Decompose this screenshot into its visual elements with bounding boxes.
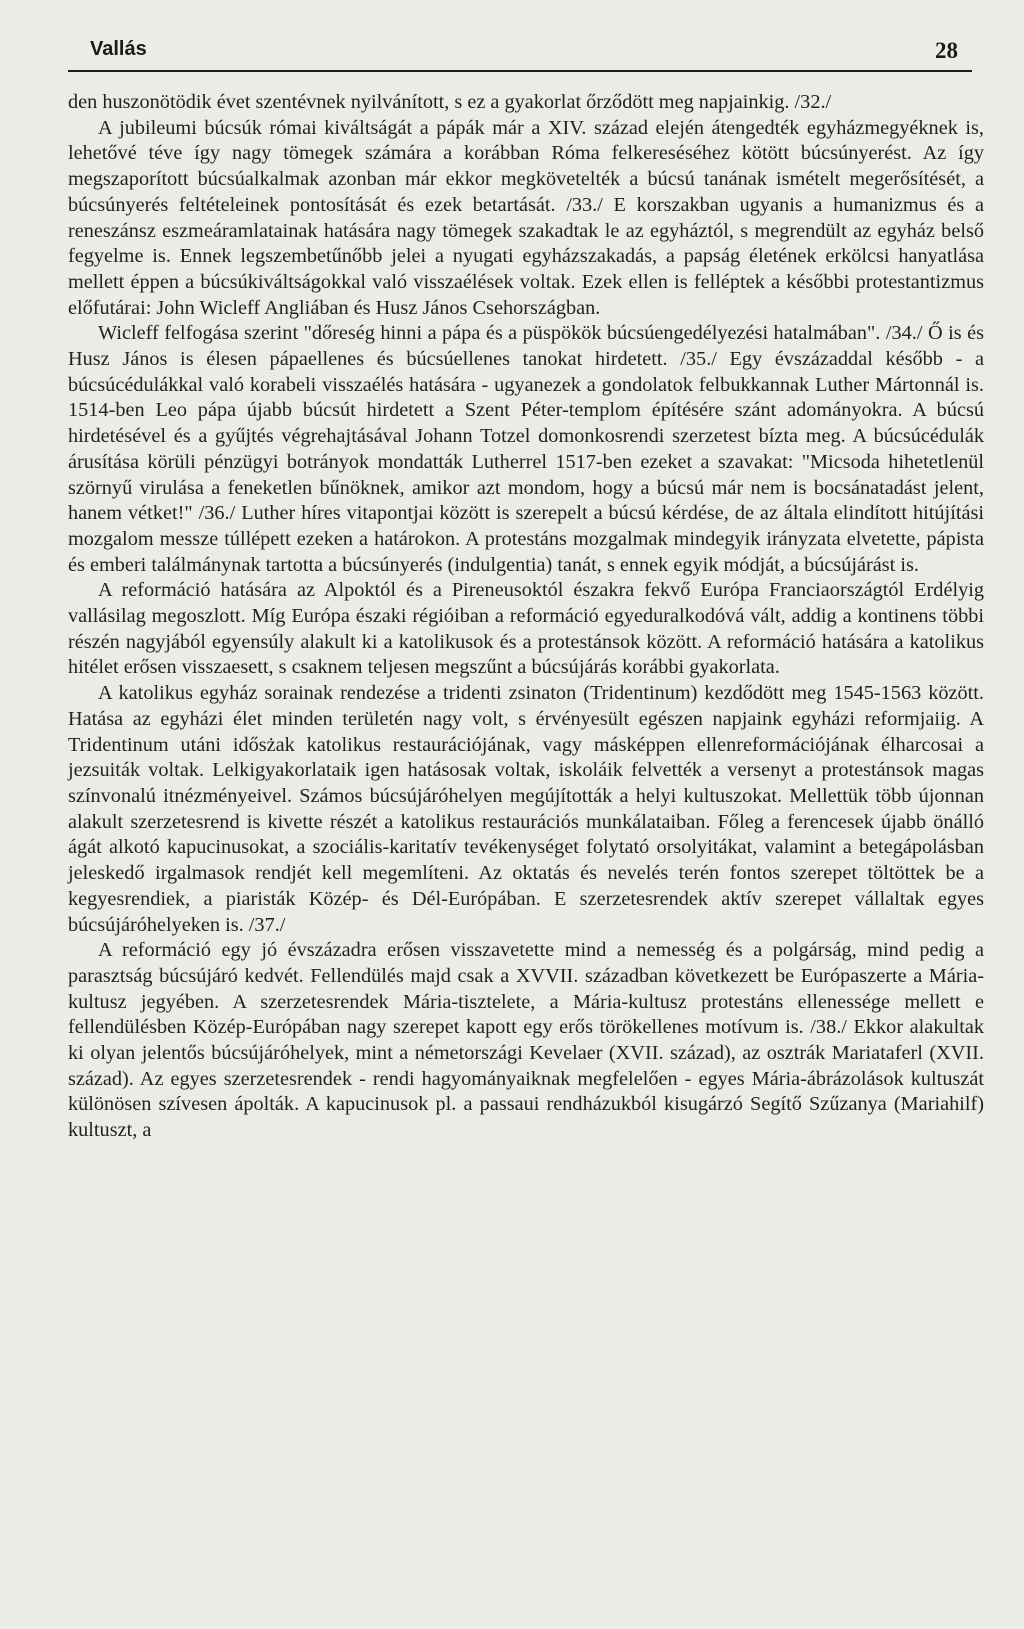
paragraph: A jubileumi búcsúk római kiváltságát a pápák már a XIV. század elején átengedték egyházmegyéknek is, lehetővé téve így nagy tömegek számára a korábban Róma felkereséséhez kötött búcsúnyerést. Az így megszaporított búcsúalkalmak azonban már ekkor megkövetelték a búcsú tanának ismételt megerősítését, a búcsúnyerés feltételeinek pontosítását és ezek betartását. /33./ E korszakban ugyanis a humanizmus és a reneszánsz eszmeáramlatainak hatására nagy tömegek szakadtak le az egyháztól, s megrendült az egyház belső fegyelme is. Ennek legszembetűnőbb jelei a nyugati egyházszakadás, a papság életének erkölcsi hanyatlása mellett éppen a búcsúkiváltságokkal való visszaélések voltak. Ezek ellen is felléptek a későbbi protestantizmus előfutárai: John Wicleff Angliában és Husz János Csehországban. [68, 116, 984, 319]
paragraph: A katolikus egyház sorainak rendezése a tridenti zsinaton (Tridentinum) kezdődött meg 1545-1563 között. Hatása az egyházi élet minden területén nagy volt, s érvényesült egészen napjaink egyházi reformjaiig. A Tridentinum utáni idősżak katolikus restaurációjának, vagy másképpen ellenreformációjának élharcosai a jezsuiták voltak. Lelkigyakorlataik igen hatásosak voltak, iskoláik felvették a versenyt a protestánsok magas színvonalú itnézményeivel. Számos búcsújáróhelyen megújították a helyi kultuszokat. Mellettük több újonnan alakult szerzetesrend is kivette részét a katolikus restaurációs munkálataiban. Főleg a ferencesek újabb önálló ágát alkotó kapucinusokat, a szociális-karitatív tevékenységet folytató orsolyitákat, valamint a betegápolásban jeleskedő irgalmasok rendjét kell megemlíteni. Az oktatás és nevelés terén fontos szerepet töltöttek be a kegyesrendiek, a piaristák Közép- és Dél-Európában. E szerzetesrendek aktív szerepet vállaltak egyes búcsújáróhelyeken is. /37./ [68, 682, 984, 936]
section-title: Vallás [90, 38, 147, 60]
paragraph: A reformáció hatására az Alpoktól és a Pireneusoktól északra fekvő Európa Franciaországtól Erdélyig vallásilag megoszlott. Míg Európa északi régióiban a reformáció egyeduralkodóvá vált, addig a kontinens többi részén nagyjából egyensúly alakult ki a katolikusok és a protestánsok között. A reformáció hatására a katolikus hitélet erősen visszaesett, s csaknem teljesen megszűnt a búcsújárás korábbi gyakorlata. [68, 579, 984, 679]
paragraph: A reformáció egy jó évszázadra erősen visszavetette mind a nemesség és a polgárság, mind pedig a parasztság búcsújáró kedvét. Fellendülés majd csak a XVVII. században következett be Európaszerte a Mária-kultusz jegyében. A szerzetesrendek Mária-tisztelete, a Mária-kultusz protestáns ellenessége mellett e fellendülésben Közép-Európában nagy szerepet kapott egy erős törökellenes motívum is. /38./ Ekkor alakultak ki olyan jelentős búcsújáróhelyek, mint a németországi Kevelaer (XVII. század), az osztrák Mariataferl (XVII. század). Az egyes szerzetesrendek - rendi hagyományaiknak megfelelően - egyes Mária-ábrázolások kultuszát különösen szívesen ápolták. A kapucinusok pl. a passaui rendházukból kisugárzó Segítő Szűzanya (Mariahilf) kultuszt, a [68, 939, 984, 1142]
paragraph: den huszonötödik évet szentévnek nyilvánított, s ez a gyakorlat őrződött meg napjainkig. /32./ [68, 91, 832, 113]
page-number: 28 [935, 38, 958, 63]
paragraph: Wicleff felfogása szerint "dőreség hinni a pápa és a püspökök búcsúengedélyezési hatalmában". /34./ Ő is és Husz János is élesen pápaellenes és búcsúellenes tanokat hirdetett. /35./ Egy évszázaddal később - a búcsúcédulákkal való korabeli visszaélés hatására - ugyanezek a gondolatok felbukkannak Luther Mártonnál is. 1514-ben Leo pápa újabb búcsút hirdetett a Szent Péter-templom építésére szánt adományokra. A búcsú hirdetésével és a gyűjtés végrehajtásával Johann Totzel domonkosrendi szerzetest bízta meg. A búcsúcédulák árusítása körüli pénzügyi botrányok mondatták Lutherrel 1517-ben ezeket a szavakat: "Micsoda hihetetlenül szörnyű virulása a feneketlen bűnöknek, amikor azt mondom, hogy a búcsú már nem is bocsánatadást jelent, hanem vétket!" /36./ Luther híres vitapontjai között is szerepelt a búcsú kérdése, de az általa elindított hitújítási mozgalom messze túllépett ezeken a határokon. A protestáns mozgalmak mindegyik irányzata elvetette, pápista és emberi találmánynak tartotta a búcsúnyerés (indulgentia) tanát, s ennek egyik módját, a búcsújárást is. [68, 322, 984, 576]
body-text [68, 90, 984, 1144]
running-header [68, 36, 972, 72]
